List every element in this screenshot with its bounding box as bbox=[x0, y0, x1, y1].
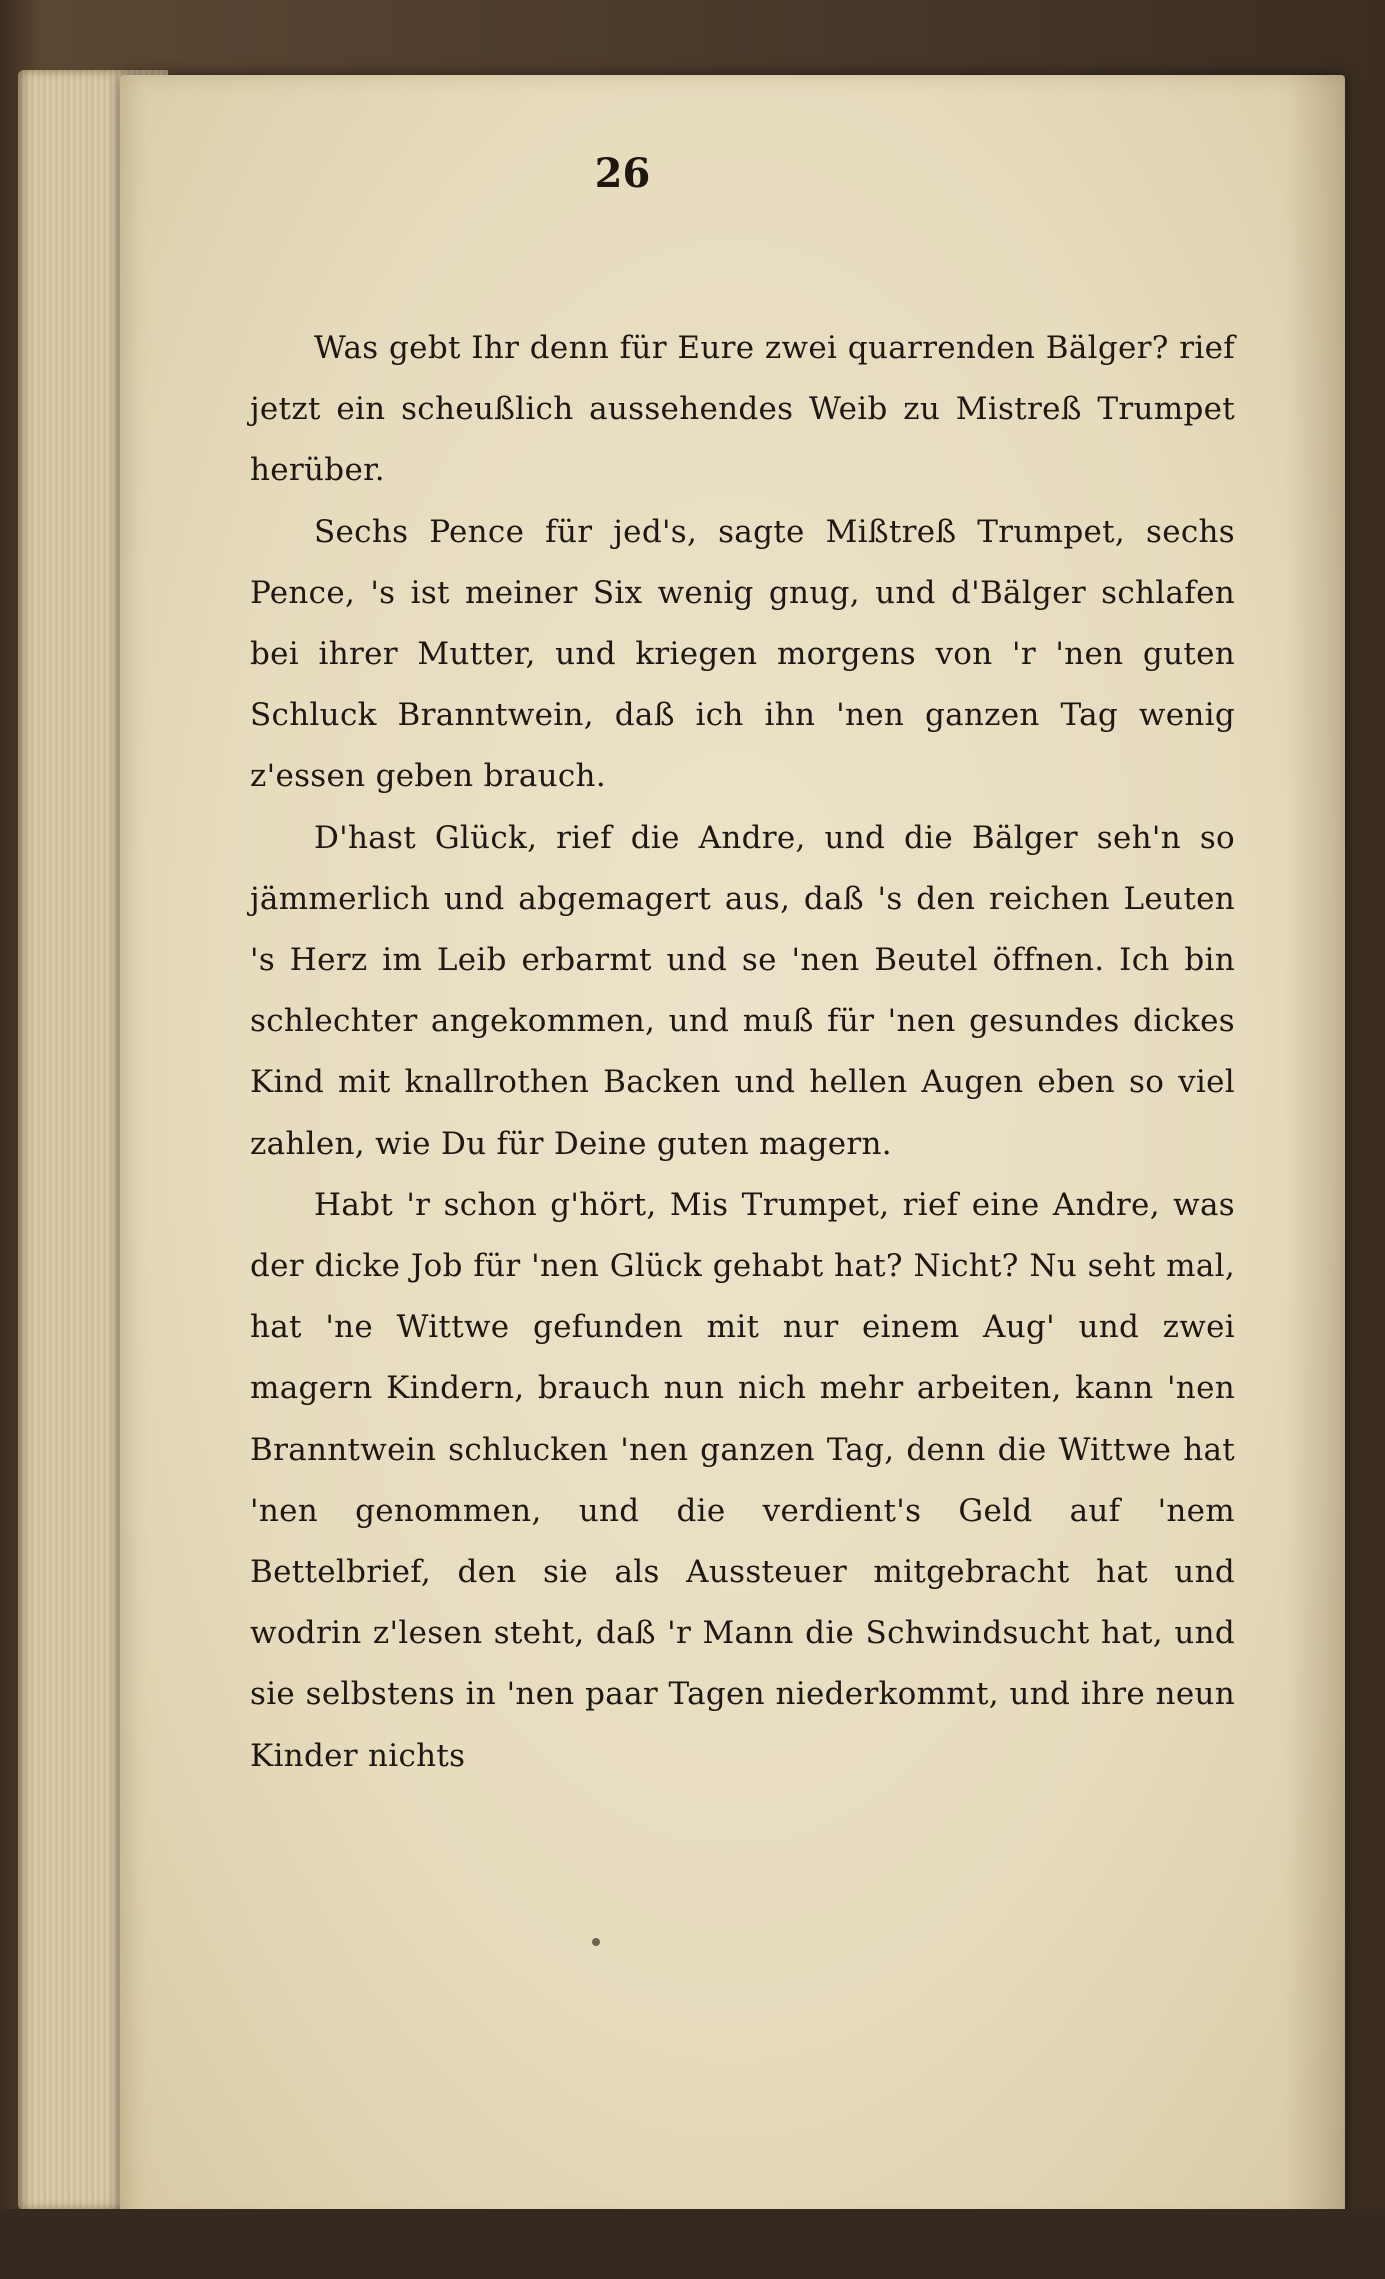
paragraph-4: Habt 'r schon g'hört, Mis Trumpet, rief eine Andre, was der dicke Job für 'nen Glück gehabt hat? Nicht? Nu seht mal, hat 'ne Wittwe gefunden mit nur einem Aug' und zwei magern Kindern, brauch nun nich mehr arbeiten, kann 'nen Branntwein schlucken 'nen ganzen Tag, denn die Wittwe hat 'nen genommen, und die verdient's Geld auf 'nem Bettelbrief, den sie als Aussteuer mitgebracht hat und wodrin z'lesen steht, daß 'r Mann die Schwindsucht hat, und sie selbstens in 'nen paar Tagen niederkommt, und ihre neun Kinder nichts bbox=[250, 1186, 1235, 1774]
paragraph-1: Was gebt Ihr denn für Eure zwei quarrenden Bälger? rief jetzt ein scheußlich aussehendes Weib zu Mistreß Trumpet herüber. bbox=[250, 330, 1235, 489]
page-gutter-shadow bbox=[1285, 75, 1345, 2225]
book-cover-edge bbox=[0, 2209, 1385, 2279]
body-text bbox=[250, 318, 1235, 1787]
page-number: 26 bbox=[594, 150, 651, 197]
ink-speck bbox=[592, 1938, 600, 1946]
paragraph-3: D'hast Glück, rief die Andre, und die Bälger seh'n so jämmerlich und abgemagert aus, daß 's den reichen Leuten 's Herz im Leib erbarmt und se 'nen Beutel öffnen. Ich bin schlechter angekommen, und muß für 'nen gesundes dickes Kind mit knallrothen Backen und hellen Augen eben so viel zahlen, wie Du für Deine guten magern. bbox=[250, 819, 1235, 1162]
paragraph-2: Sechs Pence für jed's, sagte Mißtreß Trumpet, sechs Pence, 's ist meiner Six wenig gnug, und d'Bälger schlafen bei ihrer Mutter, und kriegen morgens von 'r 'nen guten Schluck Branntwein, daß ich ihn 'nen ganzen Tag wenig z'essen geben brauch. bbox=[250, 513, 1235, 795]
